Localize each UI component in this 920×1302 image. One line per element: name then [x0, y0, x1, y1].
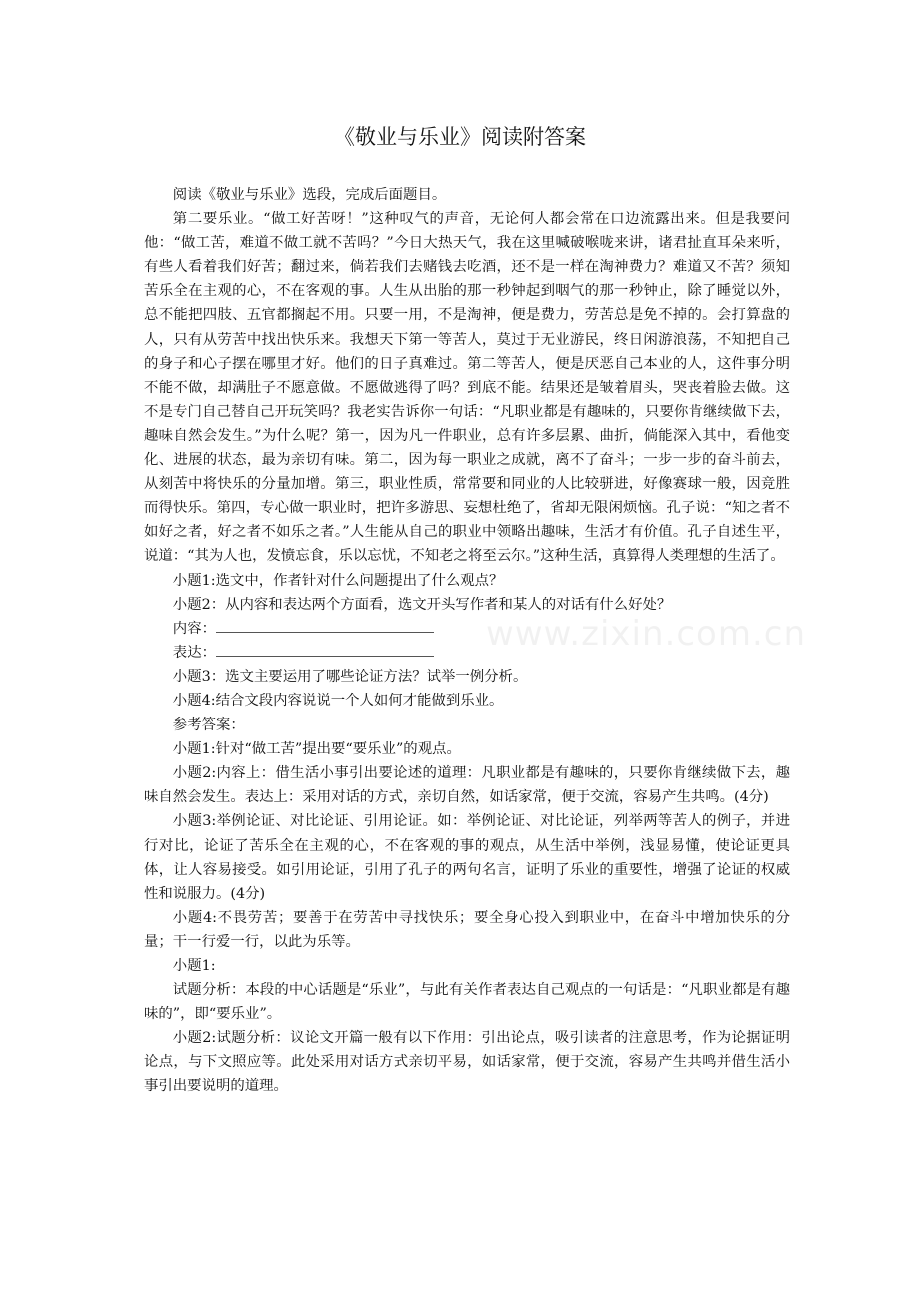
answer-2: 小题2:内容上：借生活小事引出要论述的道理：凡职业都是有趣味的，只要你肯继续做下去，趣味自然会发生。表达上：采用对话的方式，亲切自然，如话家常，便于交流，容易产生共鸣。(4分) — [144, 765, 790, 806]
analysis-1-heading: 小题1: — [172, 958, 216, 974]
content-label: 内容： — [172, 620, 216, 637]
passage-paragraph: 第二要乐业。“做工好苦呀！”这种叹气的声音，无论何人都会常在口边流露出来。但是我要问他：“做工苦，难道不做工就不苦吗？”今日大热天气，我在这里喊破喉咙来讲，诸君扯直耳朵来听，有些人看着我们好苦；翻过来，倘若我们去赌钱去吃酒，还不是一样在淘神费力？难道又不苦？须知苦乐全在主观的心，不在客观的事。人生从出胎的那一秒钟起到咽气的那一秒钟止，除了睡觉以外，总不能把四肢、五官都搁起不用。只要一用，不是淘神，便是费力，劳苦总是免不掉的。会打算盘的人，只有从劳苦中找出快乐来。我想天下第一等苦人，莫过于无业游民，终日闲游浪荡，不知把自己的身子和心子摆在哪里才好。他们的日子真难过。第二等苦人，便是厌恶自己本业的人，这件事分明不能不做，却满肚子不愿意做。不愿做逃得了吗？到底不能。结果还是皱着眉头，哭丧着脸去做。这不是专门自己替自己开玩笑吗？我老实告诉你一句话：“凡职业都是有趣味的，只要你肯继续做下去，趣味自然会发生。”为什么呢？第一，因为凡一件职业，总有许多层累、曲折，倘能深入其中，看他变化、进展的状态，最为亲切有味。第二，因为每一职业之成就，离不了奋斗；一步一步的奋斗前去，从刻苦中将快乐的分量加增。第三，职业性质，常常要和同业的人比较骈进，好像赛球一般，因竞胜而得快乐。第四，专心做一职业时，把许多游思、妄想杜绝了，省却无限闲烦恼。孔子说：“知之者不如好之者，好之者不如乐之者。”人生能从自己的职业中领略出趣味，生活才有价值。孔子自述生平，说道：“其为人也，发愤忘食，乐以忘忧，不知老之将至云尔。”这种生活，真算得人类理想的生活了。 — [144, 211, 790, 565]
answer-3: 小题3:举例论证、对比论证、引用论证。如：举例论证、对比论证，列举两等苦人的例子，并进行对比，论证了苦乐全在主观的心，不在客观的事的观点，从生活中举例，浅显易懂，使论证更具体，让人容易接受。如引用论证，引用了孔子的两句名言，证明了乐业的重要性，增强了论证的权威性和说服力。(4分) — [144, 813, 790, 902]
question-2: 小题2：从内容和表达两个方面看，选文开头写作者和某人的对话有什么好处？ — [172, 596, 672, 613]
answer-4: 小题4:不畏劳苦；要善于在劳苦中寻找快乐；要全身心投入到职业中，在奋斗中增加快乐的分量；干一行爱一行，以此为乐等。 — [144, 909, 790, 950]
analysis-2: 小题2:试题分析：议论文开篇一般有以下作用：引出论点，吸引读者的注意思考，作为论据证明论点，与下文照应等。此处采用对话方式亲切平易，如话家常，便于交流，容易产生共鸣并借生活小事引出要说明的道理。 — [144, 1030, 790, 1095]
answer-1: 小题1:针对“做工苦”提出要“要乐业”的观点。 — [172, 741, 461, 758]
question-1: 小题1:选文中，作者针对什么问题提出了什么观点？ — [172, 572, 504, 589]
content-blank — [216, 618, 434, 633]
question-3: 小题3：选文主要运用了哪些论证方法？试举一例分析。 — [172, 668, 528, 685]
answer-heading: 参考答案： — [172, 717, 245, 734]
intro-paragraph: 阅读《敬业与乐业》选段，完成后面题目。 — [172, 187, 447, 203]
expression-label: 表达： — [172, 644, 216, 661]
watermark: www.zixin.com.cn — [486, 614, 806, 654]
analysis-1: 试题分析：本段的中心话题是“乐业”，与此有关作者表达自己观点的一句话是：“凡职业都是有趣味的”，即“要乐业”。 — [144, 982, 790, 1023]
question-4: 小题4:结合文段内容说说一个人如何才能做到乐业。 — [172, 692, 504, 709]
expression-blank — [216, 642, 434, 657]
document-title: 《敬业与乐业》阅读附答案 — [334, 125, 586, 149]
